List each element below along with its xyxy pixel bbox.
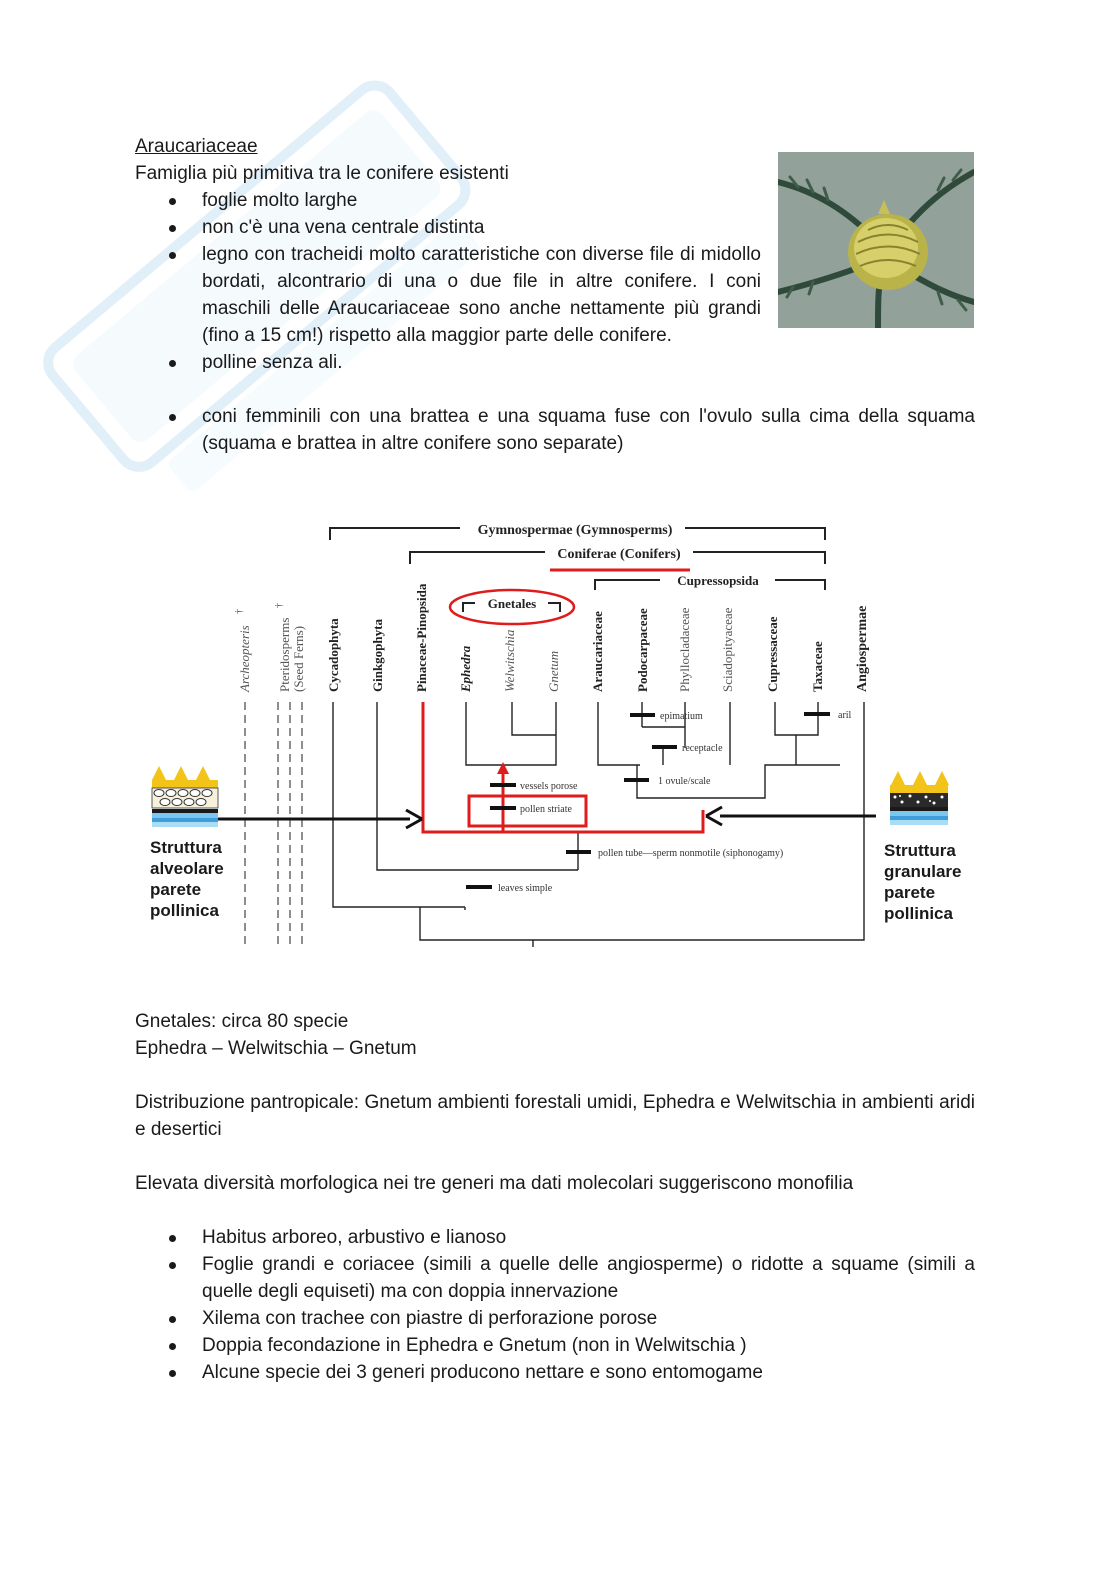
gnetales-diversity: Elevata diversità morfologica nei tre generi ma dati molecolari suggeriscono monofilia	[135, 1173, 854, 1194]
left-pollen-label: Struttura alveolare parete pollinica	[150, 838, 224, 920]
taxon-pteridosperms: Pteridosperms	[277, 617, 292, 692]
gnetales-count: Gnetales: circa 80 specie	[135, 1011, 349, 1032]
right-pollen-label: Struttura granulare parete pollinica	[884, 841, 962, 923]
araucaria-cone-photo	[778, 152, 974, 328]
taxon-cycadophyta: Cycadophyta	[326, 618, 341, 692]
char-vessels: vessels porose	[520, 781, 578, 792]
list-item: non c'è una vena centrale distinta	[135, 214, 761, 241]
char-pollen-tube: pollen tube—sperm nonmotile (siphonogamy)	[598, 848, 784, 859]
char-pollen-striate: pollen striate	[520, 804, 572, 815]
dagger-icon: †	[274, 603, 285, 608]
araucariaceae-bullets	[135, 187, 761, 376]
taxon-archeopteris: Archeopteris	[237, 625, 252, 692]
taxon-welwitschia: Welwitschia	[502, 629, 517, 692]
taxon-cupressaceae: Cupressaceae	[765, 616, 780, 692]
taxon-araucariaceae: Araucariaceae	[590, 611, 605, 692]
taxon-sciadopityaceae: Sciadopityaceae	[720, 607, 735, 692]
section-subtitle: Famiglia più primitiva tra le conifere esistenti	[135, 163, 509, 184]
gnetales-bullets	[135, 1224, 975, 1386]
dagger-icon: †	[234, 609, 245, 614]
phylogeny-diagram	[140, 510, 980, 950]
taxon-angiospermae: Angiospermae	[855, 605, 870, 692]
gnetales-genera: Ephedra – Welwitschia – Gnetum	[135, 1038, 417, 1059]
taxon-gnetum: Gnetum	[546, 650, 561, 692]
granular-wall-icon	[890, 771, 949, 825]
taxon-pinaceae: Pinaceae-Pinopsida	[414, 583, 429, 692]
taxon-podocarpaceae: Podocarpaceae	[635, 608, 650, 692]
char-one-ovule: 1 ovule/scale	[658, 776, 711, 787]
gymnospermae-label: Gymnospermae (Gymnosperms)	[477, 523, 673, 538]
araucariaceae-bullets-wide	[135, 403, 975, 457]
char-receptacle: receptacle	[682, 743, 723, 754]
alveolar-wall-icon	[152, 766, 218, 827]
list-item: Xilema con trachee con piastre di perforazione porose	[135, 1305, 975, 1332]
list-item: Alcune specie dei 3 generi producono nettare e sono entomogame	[135, 1359, 975, 1386]
taxon-seed-ferns: (Seed Ferns)	[291, 625, 306, 692]
list-item: coni femminili con una brattea e una squama fuse con l'ovulo sulla cima della squama (squama e brattea in altre conifere sono separate)	[135, 403, 975, 457]
cupressopsida-label: Cupressopsida	[677, 573, 759, 588]
char-epimatium: epimatium	[660, 711, 703, 722]
list-item: polline senza ali.	[135, 349, 761, 376]
section-heading: Araucariaceae	[135, 136, 258, 157]
gnetales-distribution: Distribuzione pantropicale: Gnetum ambienti forestali umidi, Ephedra e Welwitschia in ambienti aridi e desertici	[135, 1092, 975, 1140]
list-item: Doppia fecondazione in Ephedra e Gnetum (non in Welwitschia )	[135, 1332, 975, 1359]
coniferae-label: Coniferae (Conifers)	[557, 547, 681, 562]
list-item: legno con tracheidi molto caratteristiche con diverse file di midollo bordati, alcontrario di una o due file in altre conifere. I coni maschili delle Araucariaceae sono anche nettamente più grandi (fino a 15 cm!) rispetto alla maggior parte delle conifere.	[135, 241, 761, 349]
taxon-taxaceae: Taxaceae	[810, 641, 825, 692]
list-item: Habitus arboreo, arbustivo e lianoso	[135, 1224, 975, 1251]
taxon-phyllocladaceae: Phyllocladaceae	[677, 607, 692, 692]
char-aril: aril	[838, 710, 852, 721]
char-leaves-simple: leaves simple	[498, 883, 553, 894]
taxon-ephedra: Ephedra	[458, 645, 473, 692]
list-item: Foglie grandi e coriacee (simili a quelle delle angiosperme) o ridotte a squame (simili a quelle degli equiseti) ma con doppia innervazione	[135, 1251, 975, 1305]
gnetales-label: Gnetales	[487, 596, 537, 611]
taxon-ginkgophyta: Ginkgophyta	[370, 619, 385, 692]
list-item: foglie molto larghe	[135, 187, 761, 214]
